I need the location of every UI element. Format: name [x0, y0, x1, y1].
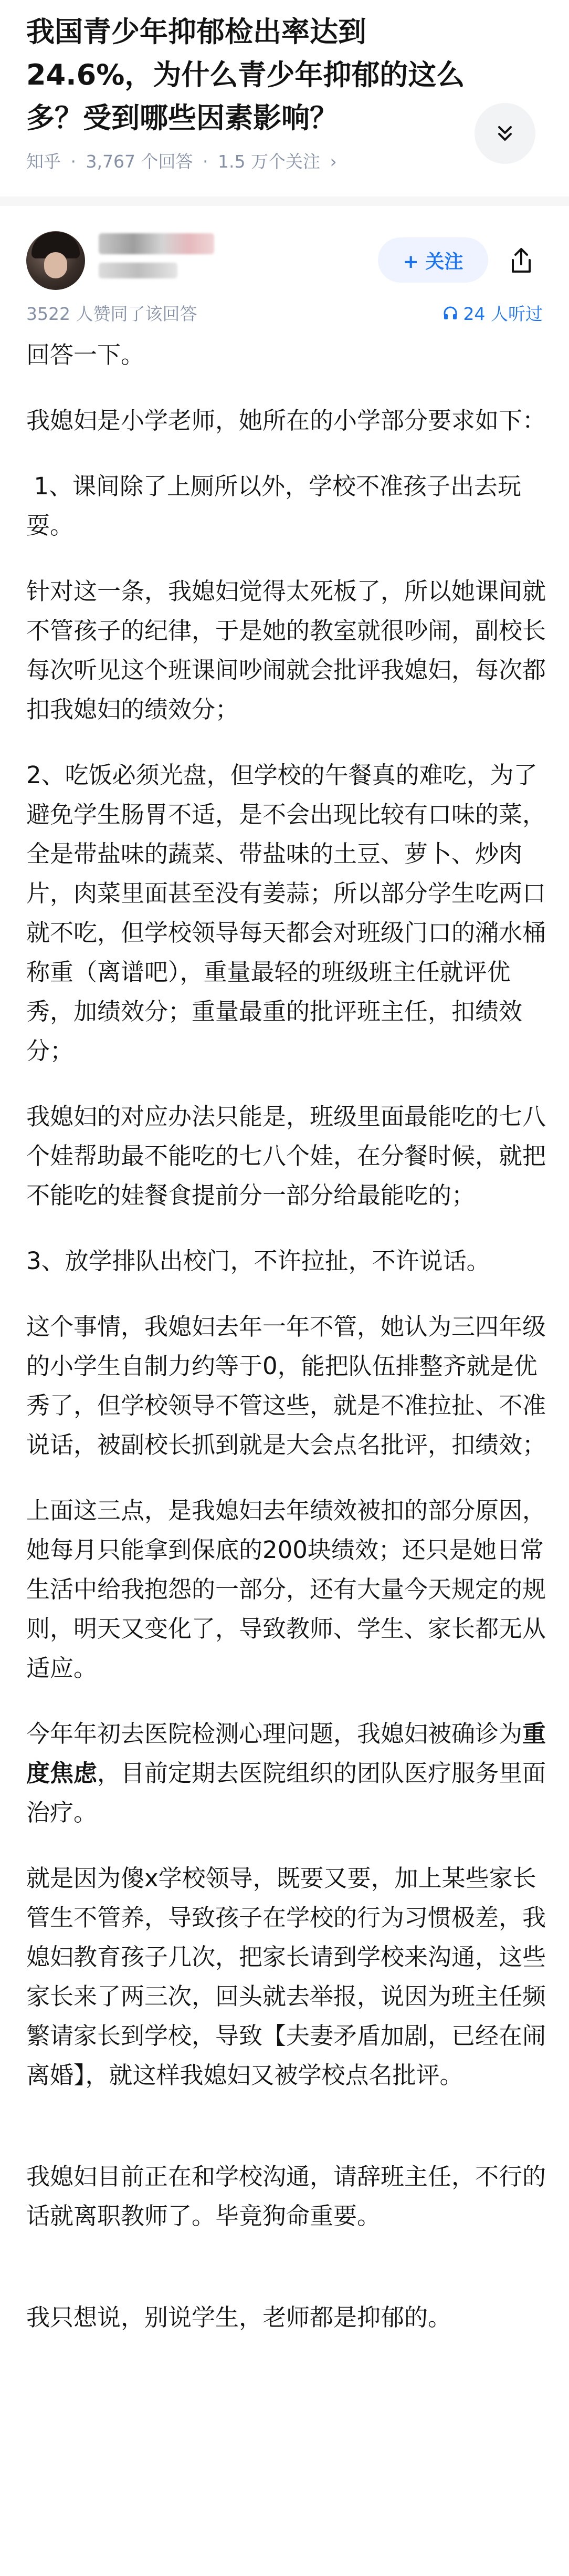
question-header — [26, 11, 488, 140]
answer-paragraph: 2、吃饭必须光盘，但学校的午餐真的难吃，为了避免学生肠胃不适，是不会出现比较有口味的菜，全是带盐味的蔬菜、带盐味的土豆、萝卜、炒肉片，肉菜里面甚至没有姜蒜；所以部分学生吃两口就不吃，但学校领导每天都会对班级门口的潲水桶称重（离谱吧），重量最轻的班级班主任就评优秀，加绩效分；重量最重的批评班主任，扣绩效分； — [26, 761, 546, 1065]
diagnosis-before: 今年年初去医院检测心理问题，我媳妇被确诊为 — [26, 1720, 523, 1748]
question-meta[interactable] — [26, 148, 341, 173]
answer-paragraph: 3、放学排队出校门，不许拉扯，不许说话。 — [26, 1247, 490, 1275]
avatar[interactable] — [26, 231, 85, 290]
answer-paragraph: 这个事情，我媳妇去年一年不管，她认为三四年级的小学生自制力约等于0，能把队伍排整齐就是优秀了，但学校领导不管这些，就是不准拉扯、不准说话，被副校长抓到就是大会点名批评，扣绩效； — [26, 1313, 546, 1459]
site-name: 知乎 — [26, 151, 61, 172]
share-icon — [507, 246, 536, 276]
meta-separator: · — [202, 151, 208, 172]
headphones-icon — [442, 305, 458, 321]
author-name-blurred[interactable] — [99, 233, 214, 254]
answer-paragraph: 回答一下。 — [26, 341, 145, 369]
answer-paragraph: 1、课间除了上厕所以外，学校不准孩子出去玩耍。 — [26, 472, 521, 539]
listen-count: 24 人听过 — [463, 304, 543, 324]
chevron-right-icon: › — [330, 151, 337, 172]
follow-count: 1.5 万个关注 — [217, 151, 320, 172]
follow-button[interactable]: + 关注 — [378, 237, 488, 283]
author-row — [0, 226, 569, 294]
answer-paragraph: 就是因为傻x学校领导，既要又要，加上某些家长管生不管养，导致孩子在学校的行为习惯极差，我媳妇教育孩子几次，把家长请到学校来沟通，这些家长来了两三次，回头就去举报，说因为班主任频繁请家长到学校，导致【夫妻矛盾加剧，已经在闹离婚】，就这样我媳妇又被学校点名批评。 — [26, 1864, 546, 2089]
answer-paragraph: 我媳妇的对应办法只能是，班级里面最能吃的七八个娃帮助最不能吃的七八个娃，在分餐时候，就把不能吃的娃餐食提前分一部分给最能吃的； — [26, 1103, 546, 1209]
double-chevron-down-icon — [494, 123, 515, 144]
answer-paragraph: 针对这一条，我媳妇觉得太死板了，所以她课间就不管孩子的纪律，于是她的教室就很吵闹，副校长每次听见这个班课间吵闹就会批评我媳妇，每次都扣我媳妇的绩效分； — [26, 577, 546, 723]
answer-paragraph: 我媳妇目前正在和学校沟通，请辞班主任，不行的话就离职教师了。毕竟狗命重要。 — [26, 2163, 546, 2230]
collapse-button[interactable] — [475, 103, 535, 164]
listen-button[interactable] — [442, 300, 543, 325]
answer-content — [26, 335, 551, 2363]
question-title[interactable]: 我国青少年抑郁检出率达到 24.6%，为什么青少年抑郁的这么多？受到哪些因素影响？ — [26, 15, 465, 134]
answer-paragraph: 我媳妇是小学老师，她所在的小学部分要求如下： — [26, 407, 546, 434]
section-divider — [0, 196, 569, 206]
answer-paragraph: 我只想说，别说学生，老师都是抑郁的。 — [26, 2303, 452, 2331]
meta-separator: · — [70, 151, 76, 172]
diagnosis-bold: 重度焦虑 — [26, 1720, 546, 1787]
answer-stats — [26, 300, 543, 327]
answer-count: 3,767 个回答 — [86, 151, 193, 172]
diagnosis-after: ，目前定期去医院组织的团队医疗服务里面治疗。 — [26, 1759, 546, 1826]
answer-paragraph: 上面这三点，是我媳妇去年绩效被扣的部分原因，她每月只能拿到保底的200块绩效；还只是她日常生活中给我抱怨的一部分，还有大量今天规定的规则，明天又变化了，导致教师、学生、家长都无从适应。 — [26, 1497, 546, 1682]
share-button[interactable] — [504, 244, 539, 278]
answer-paragraph-diagnosis — [26, 1714, 551, 1832]
agree-count: 3522 人赞同了该回答 — [26, 304, 197, 324]
author-description-blurred — [99, 263, 177, 278]
